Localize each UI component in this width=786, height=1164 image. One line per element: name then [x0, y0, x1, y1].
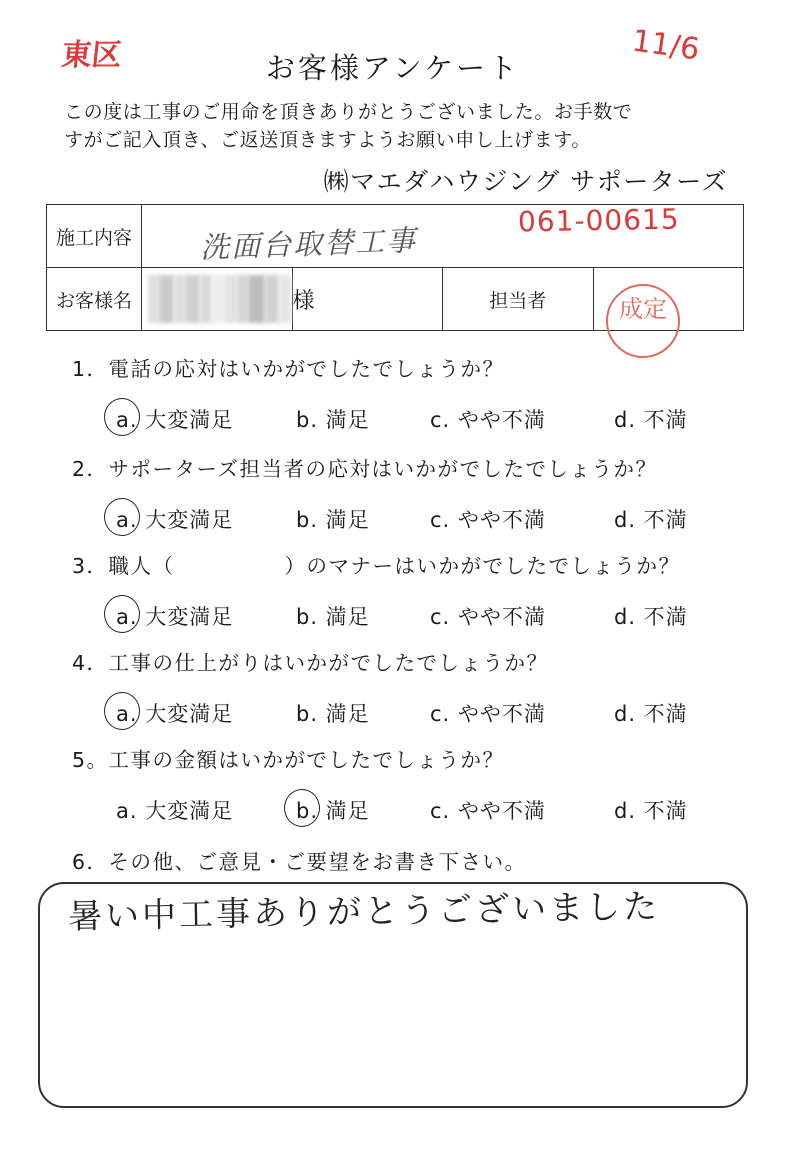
comment-handwritten-answer: 暑い中工事ありがとうございました: [67, 886, 661, 938]
question-2-selection-circle: [104, 498, 140, 536]
question-2-option-b[interactable]: b. 満足: [296, 508, 370, 532]
customer-name-redacted: [142, 268, 293, 331]
question-4-text: 4．工事の仕上がりはいかがでしたでしょうか？: [72, 651, 549, 675]
question-1-option-b[interactable]: b. 満足: [296, 408, 370, 432]
phone-handwritten-note: 061-00615: [517, 202, 680, 239]
question-3-option-c[interactable]: c. やや不満: [430, 605, 546, 629]
question-1-option-c[interactable]: c. やや不満: [430, 408, 546, 432]
work-handwritten-value: 洗面台取替工事: [199, 223, 418, 265]
company-name: ㈱マエダハウジング サポーターズ: [323, 167, 728, 196]
question-1-option-d[interactable]: d. 不満: [614, 408, 688, 432]
question-5-selection-circle: [284, 789, 320, 827]
staff-label: 担当者: [443, 268, 594, 331]
staff-seal-stamp: 成定: [606, 284, 680, 358]
question-5-option-d[interactable]: d. 不満: [614, 799, 688, 823]
question-2-option-d[interactable]: d. 不満: [614, 508, 688, 532]
honorific: 様: [292, 268, 443, 331]
question-1-text: 1．電話の応対はいかがでしたでしょうか？: [72, 357, 505, 381]
question-3-option-d[interactable]: d. 不満: [614, 605, 688, 629]
question-5-option-a[interactable]: a. 大変満足: [116, 799, 234, 823]
question-3-text: 3．職人（ ）のマナーはいかがでしたでしょうか？: [72, 554, 681, 578]
question-4-selection-circle: [104, 692, 140, 730]
question-3-selection-circle: [104, 595, 140, 633]
question-3-option-a[interactable]: a. 大変満足: [116, 605, 234, 629]
question-4-option-a[interactable]: a. 大変満足: [116, 702, 234, 726]
question-4-option-c[interactable]: c. やや不満: [430, 702, 546, 726]
date-handwritten-note: 11/6: [629, 23, 702, 68]
question-1-option-a[interactable]: a. 大変満足: [116, 408, 234, 432]
area-handwritten-note: 東区: [59, 38, 124, 73]
customer-label: お客様名: [47, 268, 142, 331]
question-2-option-a[interactable]: a. 大変満足: [116, 508, 234, 532]
question-5-option-b[interactable]: b. 満足: [296, 799, 370, 823]
intro-text-line-2: すがご記入頂き、ご返送頂きますようお願い申し上げます。: [64, 129, 591, 151]
question-5-text: 5。工事の金額はいかがでしたでしょうか？: [72, 748, 505, 772]
work-label: 施工内容: [47, 205, 142, 268]
question-2-option-c[interactable]: c. やや不満: [430, 508, 546, 532]
question-5-option-c[interactable]: c. やや不満: [430, 799, 546, 823]
page-title: お客様アンケート: [265, 51, 521, 85]
intro-text-line-1: この度は工事のご用命を頂きありがとうございました。お手数で: [64, 101, 633, 123]
question-1-selection-circle: [104, 398, 140, 436]
question-6-text: 6．その他、ご意見・ご要望をお書き下さい。: [72, 850, 527, 874]
question-4-option-b[interactable]: b. 満足: [296, 702, 370, 726]
question-3-option-b[interactable]: b. 満足: [296, 605, 370, 629]
question-4-option-d[interactable]: d. 不満: [614, 702, 688, 726]
question-2-text: 2．サポーターズ担当者の応対はいかがでしたでしょうか？: [72, 457, 658, 481]
